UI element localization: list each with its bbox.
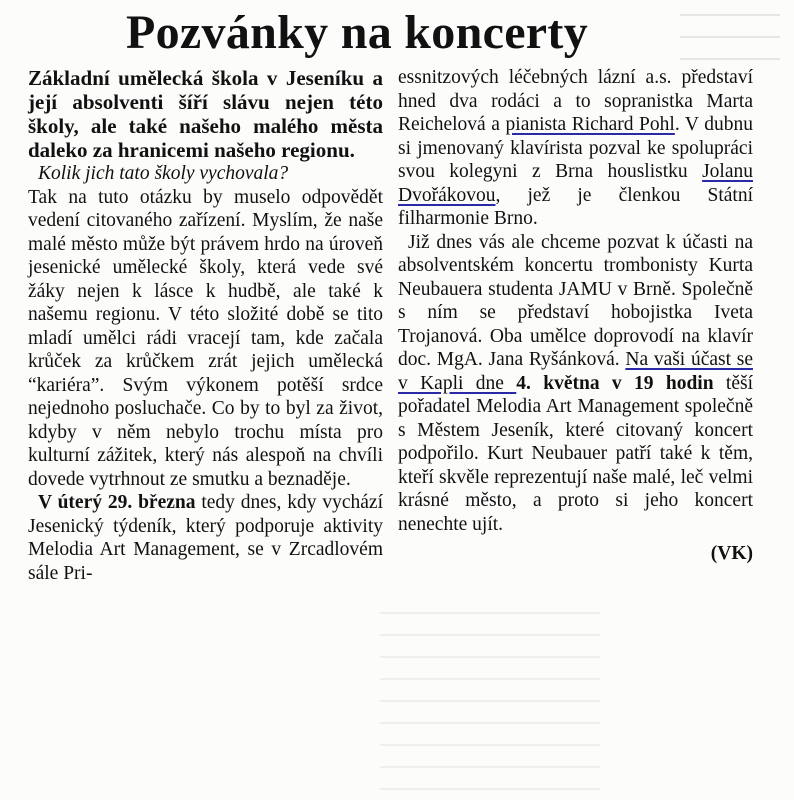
left-column	[28, 66, 383, 585]
author-signature: (VK)	[710, 543, 753, 564]
body-paragraph-3-a: essnitzových léčebných lázní a.s. představí hned dva rodáci a to sopranistka Marta Reichelová a	[398, 67, 753, 135]
body-paragraph-4-a: Již dnes vás ale chceme pozvat k účasti na absolventském koncertu trombonisty Kurta Neubauera studenta JAMU v Brně. Společně s ním se představí hobojistka Iveta Trojanová. Oba umělce doprovodí na klavír doc. MgA. Jana Ryšánková.	[398, 231, 753, 370]
underlined-venue: Na vaši účast se v Kapli dne	[398, 349, 753, 394]
concert-date-march: V úterý 29. března	[38, 492, 196, 513]
lead-paragraph: Základní umělecká škola v Jeseníku a její absolventi šíří slávu nejen této školy, ale také našeho malého města daleko za hranicemi našeho regionu.	[28, 66, 383, 162]
body-paragraph-1: Tak na tuto otázku by muselo odpovědět vedení citovaného zařízení. Myslím, že naše malé město může být právem hrdo na úroveň jesenické umělecké školy, která vede své žáky nejen k lásce k hudbě, ale také k našemu regionu. V této složité době se tito mladí umělci rádi vracejí tam, kde začala krůček za krůčkem zrát jejich umělecká “kariéra”. Svým výkonem potěší srdce nejednoho posluchače. Co by to byl za život, kdyby v něm nebylo trochu místa pro kulturní zážitek, který nás alespoň na chvíli dovede vytrhnout ze smutku a beznaděje.	[28, 186, 383, 490]
article-title: Pozvánky na koncerty	[126, 6, 588, 59]
body-paragraph-2	[28, 491, 383, 585]
body-paragraph-3-c: , jež je členkou Státní filharmonie Brno.	[398, 184, 753, 229]
concert-date-may: 4. května v 19 hodin	[516, 372, 714, 394]
underlined-violinist: Jolanu Dvořákovou	[398, 161, 753, 206]
question-line: Kolik jich tato školy vychovala?	[38, 163, 289, 184]
underlined-pianist: pianista Richard Pohl	[505, 114, 675, 135]
right-column	[398, 66, 753, 566]
body-paragraph-3-b: . V dubnu si jmenovaný klavírista pozval ke spolupráci svou kolegyni z Brna houslistku	[398, 114, 753, 182]
body-paragraph-2-text: tedy dnes, kdy vychází Jesenický týdeník, který podporuje aktivity Melodia Art Management, se v Zrcadlovém sále Pri-	[28, 492, 383, 584]
body-paragraph-4	[398, 231, 753, 537]
body-paragraph-3	[398, 66, 753, 231]
body-paragraph-4-b: těší pořadatel Melodia Art Management společně s Městem Jeseník, které citovaný koncert podpořilo. Kurt Neubauer patří také k těm, kteří skvěle reprezentují naše malé, leč velmi krásné město, a proto si jeho koncert nenechte ujít.	[398, 372, 753, 535]
